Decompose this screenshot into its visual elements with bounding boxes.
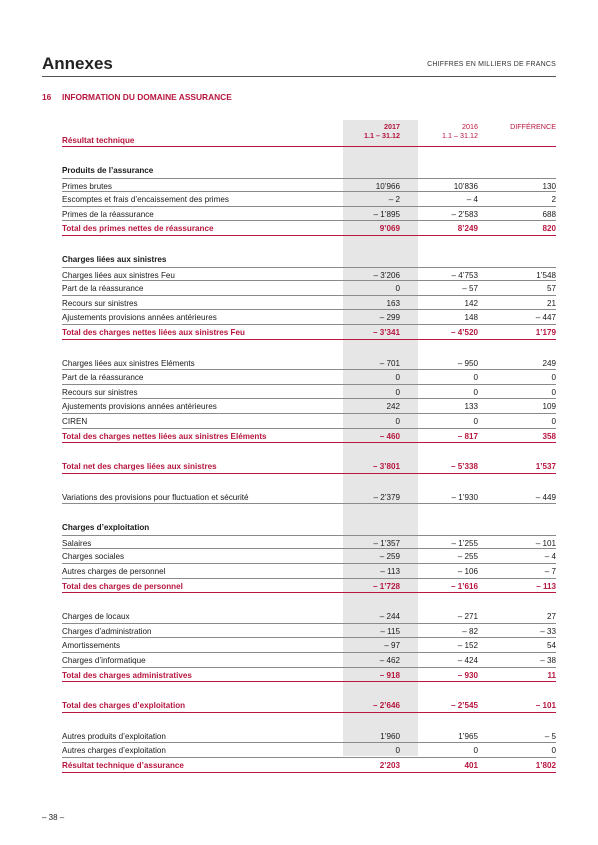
row-label: Amortissements	[62, 641, 121, 651]
value-difference: 249	[542, 358, 556, 368]
row-label: Total des charges de personnel	[62, 581, 183, 591]
value-2016: – 57	[462, 284, 478, 294]
value-2017: – 97	[384, 641, 400, 651]
row-label: Salaires	[62, 538, 92, 548]
total-row	[62, 758, 556, 773]
table-row	[62, 399, 556, 414]
value-2017: 0	[395, 373, 400, 383]
column-difference-title: DIFFÉRENCE	[510, 122, 556, 131]
row-label: CIREN	[62, 416, 88, 426]
row-spacer	[62, 682, 556, 698]
value-difference: 27	[546, 612, 556, 622]
table-row	[62, 370, 556, 385]
value-2017: – 299	[379, 313, 400, 323]
table-row	[62, 638, 556, 653]
value-2017: 9’069	[379, 224, 400, 234]
value-2016: – 4’753	[451, 270, 478, 280]
value-2016: – 255	[457, 552, 478, 562]
table-row	[62, 207, 556, 222]
value-2016: – 1’616	[450, 581, 478, 591]
value-difference: – 101	[535, 701, 556, 711]
value-difference: 21	[546, 298, 556, 308]
value-2016: – 106	[457, 567, 478, 577]
row-spacer	[62, 236, 556, 252]
column-2017-period: 1.1 – 31.12	[364, 131, 400, 140]
value-2016: – 4	[466, 195, 478, 205]
row-spacer	[62, 443, 556, 459]
row-label: Ajustements provisions années antérieures	[62, 313, 217, 323]
value-difference: 1’802	[535, 761, 556, 770]
value-2016: – 4’520	[450, 327, 478, 337]
table-row	[62, 267, 556, 282]
table-header-row	[62, 120, 556, 147]
row-label: Résultat technique d’assurance	[62, 761, 184, 770]
value-difference: 1’179	[535, 327, 556, 337]
value-2017: 10’966	[375, 181, 400, 191]
section-number: 16	[42, 92, 52, 102]
row-label: Total net des charges liées aux sinistres	[62, 462, 217, 472]
value-difference: 0	[551, 373, 556, 383]
row-label: Total des charges administratives	[62, 670, 192, 680]
value-2017: 2’203	[379, 761, 400, 770]
value-2017: – 918	[379, 670, 400, 680]
row-label: Total des charges d’exploitation	[62, 701, 186, 711]
table-row	[62, 743, 556, 758]
value-2017: – 1’895	[373, 209, 400, 219]
row-label: Recours sur sinistres	[62, 387, 138, 397]
value-2017: 1’960	[380, 731, 400, 741]
row-label: Charges d’exploitation	[62, 523, 150, 533]
value-2017: – 1’728	[372, 581, 400, 591]
column-2016-period: 1.1 – 31.12	[442, 131, 478, 140]
value-difference: 130	[542, 181, 556, 191]
value-2017: – 3’801	[372, 462, 400, 472]
table-row	[62, 609, 556, 624]
value-2016: – 1’255	[451, 538, 478, 548]
value-2016: 0	[473, 387, 478, 397]
value-2016: 10’836	[453, 181, 478, 191]
table-row	[62, 653, 556, 668]
value-2017: – 701	[379, 358, 400, 368]
header-divider	[42, 76, 556, 77]
value-difference: 109	[542, 402, 556, 412]
value-2016: – 2’545	[450, 701, 478, 711]
table-row	[62, 296, 556, 311]
page-number: – 38 –	[42, 813, 65, 822]
table-row	[62, 192, 556, 207]
table-row	[62, 729, 556, 744]
value-2017: – 115	[380, 626, 400, 636]
value-difference: – 113	[536, 581, 556, 591]
value-2016: 148	[464, 313, 478, 323]
value-difference: 358	[542, 431, 556, 441]
table-row	[62, 178, 556, 193]
row-label: Recours sur sinistres	[62, 298, 138, 308]
value-2016: – 424	[457, 656, 478, 666]
value-2017: 163	[386, 298, 400, 308]
value-difference: 688	[542, 209, 556, 219]
row-label: Charges de locaux	[62, 612, 130, 622]
total-row	[62, 429, 556, 444]
table-row	[62, 490, 556, 505]
group-heading	[62, 252, 556, 267]
page-title: Annexes	[42, 54, 113, 73]
section-title: INFORMATION DU DOMAINE ASSURANCE	[62, 92, 232, 102]
value-difference: – 447	[535, 313, 556, 323]
value-2017: – 460	[379, 431, 400, 441]
total-row	[62, 579, 556, 594]
value-2017: – 113	[380, 567, 400, 577]
row-label: Part de la réassurance	[62, 373, 144, 383]
table-header-label: Résultat technique	[62, 136, 135, 145]
value-2017: 0	[395, 387, 400, 397]
row-label: Charges sociales	[62, 552, 125, 562]
row-label: Charges liées aux sinistres	[62, 254, 167, 264]
units-note: CHIFFRES EN MILLIERS DE FRANCS	[427, 61, 556, 68]
row-label: Charges liées aux sinistres Feu	[62, 270, 175, 280]
row-spacer	[62, 474, 556, 490]
table-row	[62, 564, 556, 579]
value-2016: 0	[473, 373, 478, 383]
value-2016: – 817	[457, 431, 478, 441]
group-heading	[62, 163, 556, 178]
row-label: Produits de l’assurance	[62, 166, 154, 175]
value-difference: 0	[551, 746, 556, 756]
row-label: Total des charges nettes liées aux sinistres Eléments	[62, 431, 267, 441]
row-spacer	[62, 593, 556, 609]
table-row	[62, 414, 556, 429]
row-label: Variations des provisions pour fluctuation et sécurité	[62, 492, 249, 502]
row-label: Part de la réassurance	[62, 284, 144, 294]
value-difference: 1’537	[535, 462, 556, 472]
total-row	[62, 668, 556, 683]
value-2016: – 950	[457, 358, 478, 368]
value-difference: – 449	[535, 492, 556, 502]
value-difference: 11	[547, 670, 556, 680]
value-difference: 0	[551, 387, 556, 397]
table-row	[62, 356, 556, 371]
row-label: Ajustements provisions années antérieures	[62, 402, 217, 412]
total-row	[62, 459, 556, 474]
row-label: Charges liées aux sinistres Eléments	[62, 358, 195, 368]
value-difference: 54	[546, 641, 556, 651]
value-2017: – 259	[379, 552, 400, 562]
value-difference: 820	[542, 224, 556, 234]
value-2016: 142	[464, 298, 478, 308]
value-2017: – 244	[379, 612, 400, 622]
value-2017: – 1’357	[373, 538, 400, 548]
value-2016: 1’965	[458, 731, 478, 741]
row-label: Charges d’administration	[62, 626, 152, 636]
value-2017: 0	[395, 416, 400, 426]
total-row	[62, 698, 556, 713]
value-2016: – 2’583	[451, 209, 478, 219]
table-row	[62, 535, 556, 550]
total-row	[62, 325, 556, 340]
value-2016: – 271	[457, 612, 478, 622]
table-row	[62, 624, 556, 639]
value-difference: 2	[551, 195, 556, 205]
value-2017: – 462	[379, 656, 400, 666]
row-label: Autres charges de personnel	[62, 567, 166, 577]
value-2016: 0	[473, 416, 478, 426]
table-row	[62, 310, 556, 325]
row-label: Total des primes nettes de réassurance	[62, 224, 214, 234]
row-label: Primes brutes	[62, 181, 112, 191]
value-2016: – 152	[457, 641, 478, 651]
value-2016: 0	[473, 746, 478, 756]
row-spacer	[62, 504, 556, 520]
total-row	[62, 221, 556, 236]
table-row	[62, 385, 556, 400]
value-difference: – 5	[544, 731, 556, 741]
value-2016: – 5’338	[450, 462, 478, 472]
value-2017: 0	[395, 284, 400, 294]
value-2016: 8’249	[457, 224, 478, 234]
value-2017: – 2’379	[373, 492, 400, 502]
table-row	[62, 549, 556, 564]
table-body	[62, 147, 556, 773]
row-label: Autres produits d’exploitation	[62, 731, 166, 741]
value-2016: 401	[464, 761, 478, 770]
row-label: Primes de la réassurance	[62, 209, 154, 219]
value-difference: – 33	[540, 626, 556, 636]
value-2017: – 3’341	[372, 327, 400, 337]
value-difference: – 7	[544, 567, 556, 577]
value-2016: – 1’930	[451, 492, 478, 502]
technical-result-table	[62, 120, 556, 773]
column-2017-year: 2017	[384, 122, 400, 131]
value-2016: – 930	[457, 670, 478, 680]
column-2016-year: 2016	[462, 122, 478, 131]
group-heading	[62, 520, 556, 535]
row-label: Escomptes et frais d’encaissement des primes	[62, 195, 229, 205]
value-difference: – 38	[540, 656, 556, 666]
row-spacer	[62, 340, 556, 356]
table-row	[62, 281, 556, 296]
row-spacer	[62, 147, 556, 163]
row-label: Autres charges d’exploitation	[62, 746, 166, 756]
value-2016: 133	[464, 402, 478, 412]
value-2017: 242	[386, 402, 400, 412]
value-2017: – 2	[388, 195, 400, 205]
row-label: Charges d’informatique	[62, 656, 146, 666]
value-difference: 57	[546, 284, 556, 294]
value-2017: – 3’206	[373, 270, 400, 280]
value-difference: 0	[551, 416, 556, 426]
value-2017: – 2’646	[372, 701, 400, 711]
value-2017: 0	[395, 746, 400, 756]
row-label: Total des charges nettes liées aux sinistres Feu	[62, 327, 245, 337]
value-difference: – 4	[544, 552, 556, 562]
value-difference: – 101	[535, 538, 556, 548]
value-difference: 1’548	[536, 270, 556, 280]
section-heading	[42, 92, 232, 102]
row-spacer	[62, 713, 556, 729]
value-2016: – 82	[462, 626, 478, 636]
